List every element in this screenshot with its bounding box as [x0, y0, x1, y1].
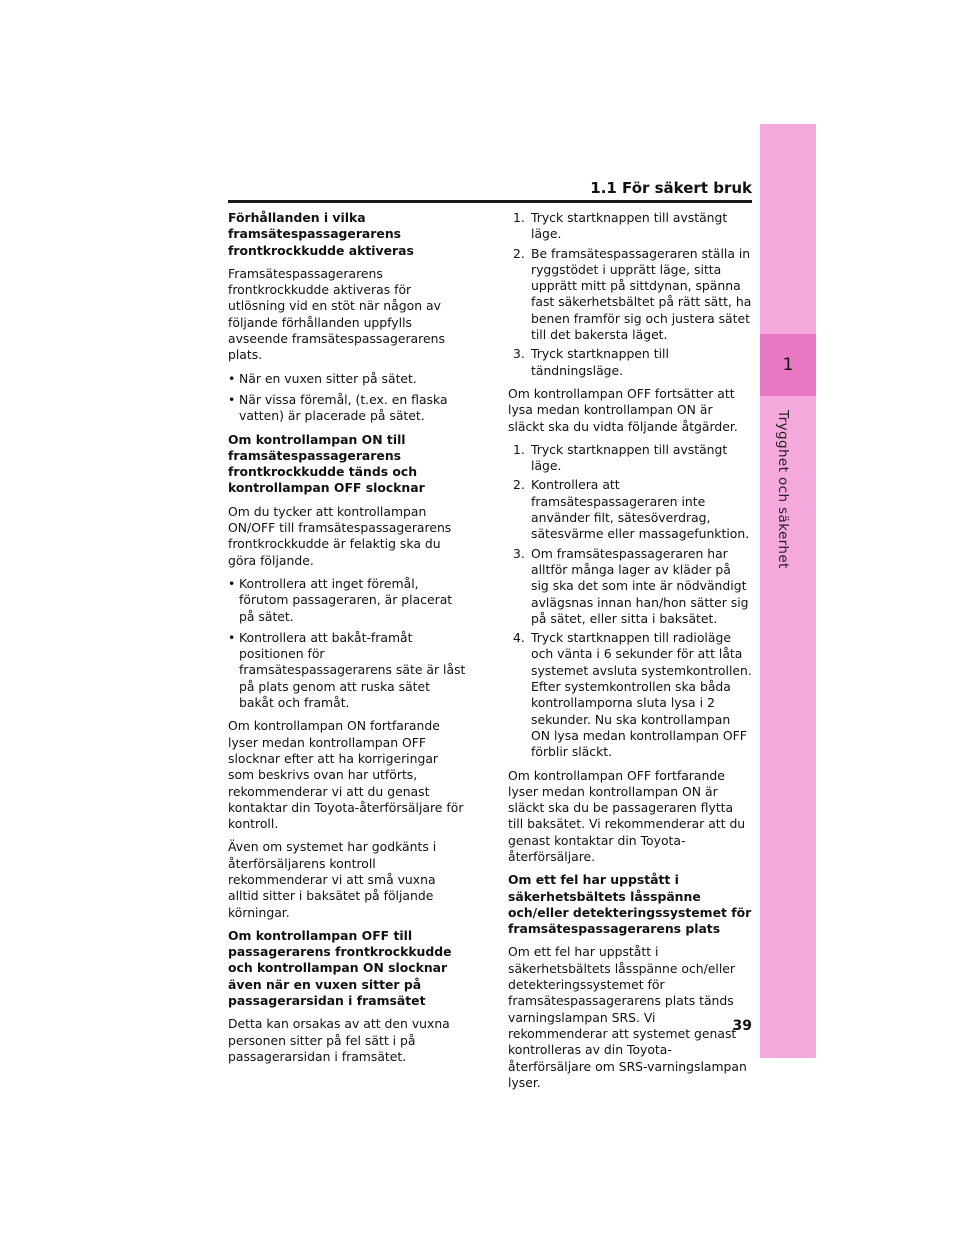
right-column: [508, 210, 752, 1098]
list-item: • Kontrollera att inget föremål, förutom passageraren, är placerat på sätet.: [228, 576, 468, 625]
paragraph: Detta kan orsakas av att den vuxna personen sitter på fel sätt i på passagerarsidan i framsätet.: [228, 1016, 450, 1064]
step-item: [508, 442, 752, 475]
list-item: • När vissa föremål, (t.ex. en flaska vatten) är placerade på sätet.: [228, 392, 468, 425]
chapter-number: 1: [760, 334, 816, 396]
header-rule: [228, 200, 752, 203]
list-item: • När en vuxen sitter på sätet.: [228, 371, 468, 387]
section-header: 1.1 För säkert bruk: [590, 179, 752, 197]
heading-buckle-fault: Om ett fel har uppstått i säkerhetsbältets låsspänne och/eller detekteringssystemet för framsätespassagerarens plats: [508, 872, 752, 937]
bullet-list: [228, 371, 468, 425]
step-text: Tryck startknappen till avstängt läge.: [531, 210, 728, 242]
step-number: 1.: [513, 210, 525, 225]
numbered-steps: [508, 210, 752, 379]
paragraph: Om du tycker att kontrollampan ON/OFF till framsätespassagerarens frontkrockkudde är felaktig ska du göra följande.: [228, 503, 452, 568]
step-item: [508, 210, 752, 243]
left-column: [228, 210, 468, 1072]
heading-off-lamp-lit: Om kontrollampan OFF till passagerarens frontkrockkudde och kontrollampan ON slocknar även när en vuxen sitter på passagerarsidan i framsätet: [228, 927, 452, 1009]
heading-on-lamp-lit: Om kontrollampan ON till framsätespassagerarens frontkrockkudde tänds och kontrollampan OFF slocknar: [228, 431, 425, 496]
step-number: 3.: [513, 545, 525, 561]
step-text: Om framsätespassageraren har alltför många lager av kläder på sig ska det som inte är nödvändigt avlägsnas innan han/hon sätter sig på sätet, eller sitta i baksätet.: [531, 545, 749, 626]
step-number: 2.: [513, 477, 525, 493]
paragraph: Även om systemet har godkänts i återförsäljarens kontroll rekommenderar vi att små vuxna alltid sitter i baksätet på följande körningar.: [228, 839, 437, 920]
step-text: Be framsätespassageraren ställa in ryggstödet i upprätt läge, sitta upprätt mitt på sittdynan, spänna fast säkerhetsbältet på rätt sätt, ha benen framför sig och justera sätet till det bakersta läget.: [531, 245, 752, 343]
step-text: Tryck startknappen till tändningsläge.: [531, 346, 669, 378]
paragraph: Om kontrollampan OFF fortsätter att lysa medan kontrollampan ON är släckt ska du vidta följande åtgärder.: [508, 385, 738, 434]
chapter-side-tab: [760, 124, 816, 1058]
numbered-steps: [508, 442, 752, 761]
paragraph: Om ett fel har uppstått i säkerhetsbältets låsspänne och/eller detekteringssystemet för framsätespassagerarens plats tänds varningslampan SRS. Vi rekommenderar att systemet genast kontrolleras av din Toyota-återförsäljare om SRS-varningslampan lyser.: [508, 944, 747, 1090]
page-number: 39: [732, 1018, 752, 1034]
step-item: [508, 546, 752, 627]
step-text: Tryck startknappen till radioläge och vänta i 6 sekunder för att låta systemet avsluta systemkontrollen. Efter systemkontrollen ska båda kontrollamporna sluta lysa i 2 sekunder. Nu ska kontrollampan ON lysa medan kontrollampan OFF förblir släckt.: [531, 630, 752, 760]
step-number: 4.: [513, 630, 525, 646]
step-item: [508, 246, 752, 344]
step-item: [508, 630, 752, 760]
step-number: 3.: [513, 346, 525, 362]
heading-activation-conditions: Förhållanden i vilka framsätespassagerarens frontkrockkudde aktiveras: [228, 210, 414, 258]
step-item: [508, 346, 752, 379]
list-item: • Kontrollera att bakåt-framåt positionen för framsätespassagerarens säte är låst på plats genom att ruska sätet bakåt och framåt.: [228, 630, 468, 711]
chapter-title: Trygghet och säkerhet: [775, 410, 791, 569]
bullet-list: [228, 576, 468, 711]
step-text: Kontrollera att framsätespassageraren inte använder filt, sätesöverdrag, sätesvärme eller massagefunktion.: [531, 477, 750, 542]
paragraph: Om kontrollampan OFF fortfarande lyser medan kontrollampan ON är släckt ska du be passageraren flytta till baksätet. Vi rekommenderar att du genast kontaktar din Toyota-återförsäljare.: [508, 767, 746, 864]
paragraph: Om kontrollampan ON fortfarande lyser medan kontrollampan OFF slocknar efter att ha korrigeringar som beskrivs ovan har utförts, rekommenderar vi att du genast kontaktar din Toyota-återförsäljare för kontroll.: [228, 718, 464, 832]
step-text: Tryck startknappen till avstängt läge.: [531, 441, 728, 474]
step-item: [508, 477, 752, 542]
step-number: 1.: [513, 441, 525, 457]
step-number: 2.: [513, 245, 525, 261]
paragraph: Framsätespassagerarens frontkrockkudde aktiveras för utlösning vid en stöt när någon av följande förhållanden uppfylls avseende framsätespassagerarens plats.: [228, 265, 445, 363]
